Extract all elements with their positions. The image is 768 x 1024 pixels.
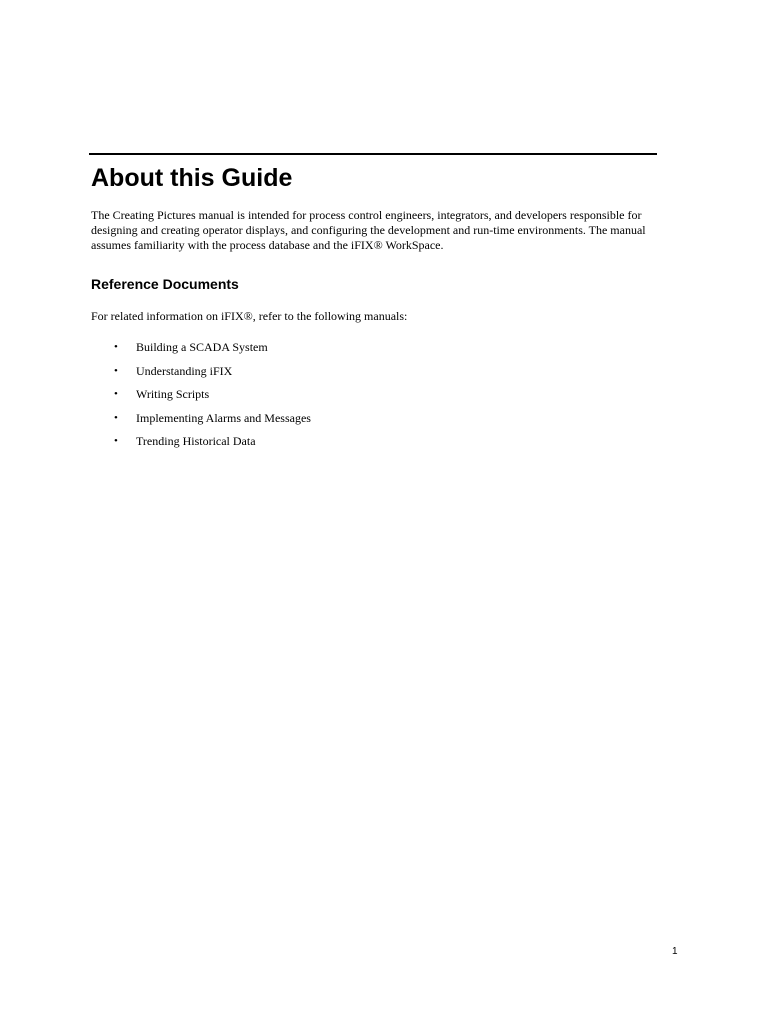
manual-title: Trending Historical Data — [136, 434, 256, 448]
manual-title: Writing Scripts — [136, 387, 210, 401]
manual-title: Building a SCADA System — [136, 340, 268, 354]
bullet-icon: • — [114, 341, 118, 353]
reference-manuals-list — [108, 340, 311, 458]
reference-documents-lead: For related information on iFIX®, refer to the following manuals: — [91, 309, 408, 323]
list-item — [108, 364, 311, 379]
list-item — [108, 411, 311, 426]
bullet-icon: • — [114, 364, 118, 377]
chapter-title: About this Guide — [91, 164, 293, 192]
bullet-icon: • — [114, 435, 118, 447]
intro-paragraph: The Creating Pictures manual is intended for process control engineers, integrators, and developers responsible for designing and creating operator displays, and configuring the development and run-time environments. The manual assumes familiarity with the process database and the iFIX® WorkSpace. — [91, 208, 646, 252]
page-number: 1 — [672, 946, 678, 957]
manual-title: Understanding iFIX — [136, 363, 233, 378]
bullet-icon: • — [114, 388, 118, 400]
reference-documents-heading: Reference Documents — [91, 276, 239, 292]
chapter-top-rule — [89, 153, 657, 155]
bullet-icon: • — [114, 411, 118, 424]
list-item — [108, 340, 311, 355]
manual-title: Implementing Alarms and Messages — [136, 410, 311, 425]
list-item — [108, 387, 311, 402]
list-item — [108, 434, 311, 449]
